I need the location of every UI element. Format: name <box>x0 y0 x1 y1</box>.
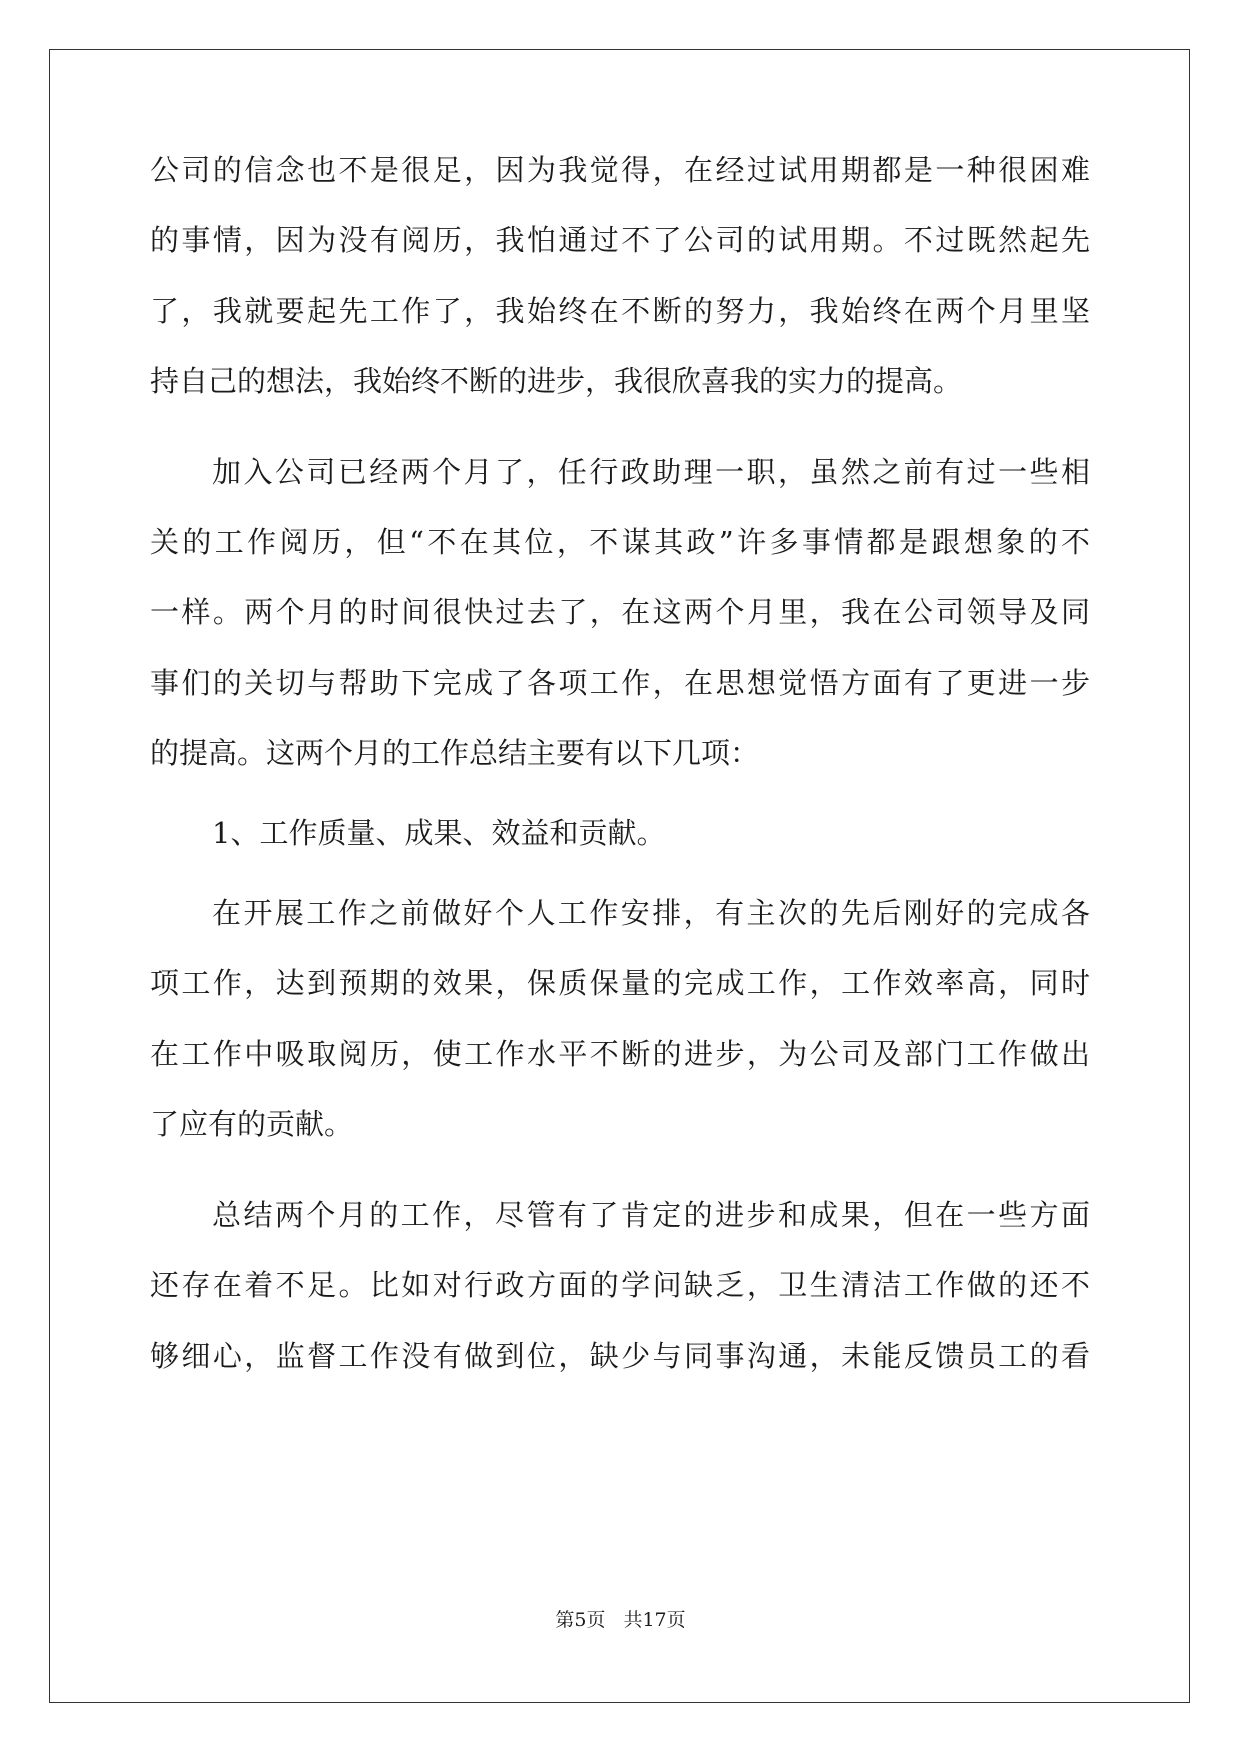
text-line: 了应有的贡献。 <box>150 1107 354 1141</box>
text-line: 的事情，因为没有阅历，我怕通过不了公司的试用期。不过既然起先 <box>150 223 1090 257</box>
page-footer <box>0 1605 1241 1635</box>
text-line: 的提高。这两个月的工作总结主要有以下几项： <box>150 736 760 770</box>
text-line: 在工作中吸取阅历，使工作水平不断的进步，为公司及部门工作做出 <box>150 1037 1090 1071</box>
text-line: 一样。两个月的时间很快过去了，在这两个月里，我在公司领导及同 <box>150 595 1090 629</box>
page-total: 共17页 <box>623 1609 686 1631</box>
text-line: 了，我就要起先工作了，我始终在不断的努力，我始终在两个月里坚 <box>150 294 1090 328</box>
text-line: 关的工作阅历，但“不在其位，不谋其政”许多事情都是跟想象的不 <box>150 525 1090 559</box>
text-line: 总结两个月的工作，尽管有了肯定的进步和成果，但在一些方面 <box>212 1198 1090 1232</box>
text-line: 公司的信念也不是很足，因为我觉得，在经过试用期都是一种很困难 <box>150 153 1090 187</box>
text-line: 事们的关切与帮助下完成了各项工作，在思想觉悟方面有了更进一步 <box>150 666 1090 700</box>
page-number: 第5页 <box>555 1609 606 1631</box>
text-line: 够细心，监督工作没有做到位，缺少与同事沟通，未能反馈员工的看 <box>150 1339 1090 1373</box>
text-line: 加入公司已经两个月了，任行政助理一职，虽然之前有过一些相 <box>212 455 1090 489</box>
text-line: 在开展工作之前做好个人工作安排，有主次的先后刚好的完成各 <box>212 896 1090 930</box>
text-line: 还存在着不足。比如对行政方面的学问缺乏，卫生清洁工作做的还不 <box>150 1268 1090 1302</box>
list-heading: 1、工作质量、成果、效益和贡献。 <box>212 816 666 850</box>
text-line: 持自己的想法，我始终不断的进步，我很欣喜我的实力的提高。 <box>150 364 963 398</box>
text-line: 项工作，达到预期的效果，保质保量的完成工作，工作效率高，同时 <box>150 966 1090 1000</box>
